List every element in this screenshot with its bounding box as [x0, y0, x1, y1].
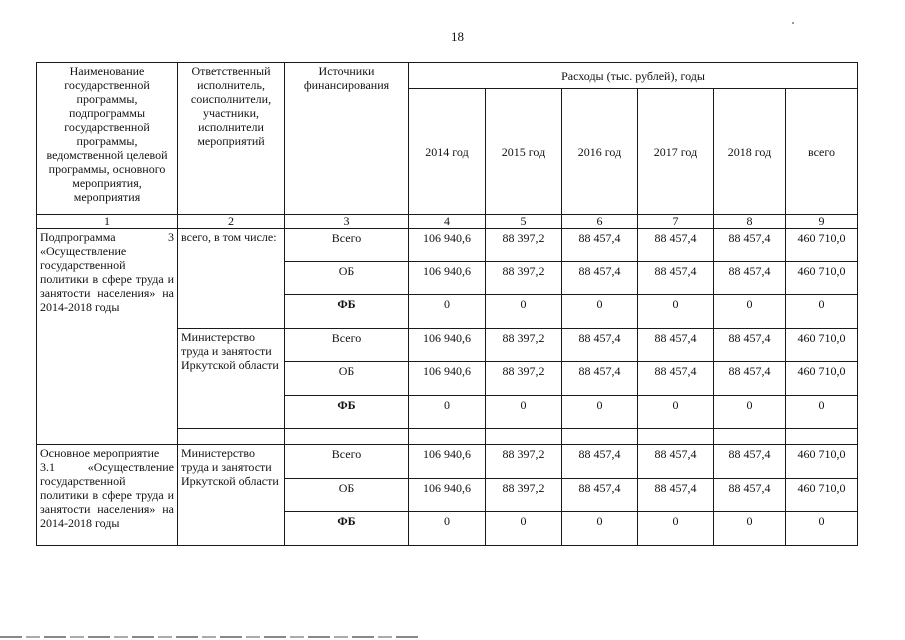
source-cell: ОБ	[285, 262, 409, 295]
value-cell: 88 457,4	[638, 362, 714, 396]
value-cell: 460 710,0	[786, 262, 858, 295]
measure-number: 3.1	[40, 460, 55, 474]
value-cell: 88 457,4	[562, 362, 638, 396]
header-year-cell: 2017 год	[638, 89, 714, 215]
column-number: 3	[285, 215, 409, 229]
value-cell: 88 457,4	[714, 362, 786, 396]
source-cell: ФБ	[285, 295, 409, 329]
measure-title-text: «Осуществление государственной политики в сфере труда и занятости населения» на 2014-2018 годы	[40, 460, 174, 530]
value-cell: 0	[486, 512, 562, 546]
measure-label: Основное мероприятие	[40, 446, 160, 460]
scan-edge-artifact	[0, 636, 420, 638]
value-cell: 460 710,0	[786, 445, 858, 479]
header-total-cell: всего	[786, 89, 858, 215]
column-number: 7	[638, 215, 714, 229]
value-cell: 0	[409, 295, 486, 329]
subprogram-title: «Осуществление государственной политики в сфере труда и занятости населения» на 2014-2018 годы	[40, 244, 174, 314]
source-cell: ОБ	[285, 362, 409, 396]
value-cell: 0	[714, 295, 786, 329]
value-cell: 460 710,0	[786, 479, 858, 512]
value-cell: 0	[786, 396, 858, 429]
source-cell: ФБ	[285, 512, 409, 546]
value-cell: 88 457,4	[714, 329, 786, 362]
value-cell: 0	[562, 295, 638, 329]
header-year-cell: 2015 год	[486, 89, 562, 215]
value-cell: 88 457,4	[714, 262, 786, 295]
subprogram-number: 3	[168, 230, 174, 244]
column-number: 6	[562, 215, 638, 229]
value-cell: 460 710,0	[786, 229, 858, 262]
value-cell: 106 940,6	[409, 362, 486, 396]
header-source-cell: Источники финансирования	[285, 63, 409, 215]
responsible-cell: Министерство труда и занятости Иркутской области	[178, 445, 285, 546]
value-cell: 0	[562, 396, 638, 429]
value-cell: 88 457,4	[562, 445, 638, 479]
value-cell: 0	[638, 396, 714, 429]
value-cell: 88 457,4	[562, 329, 638, 362]
column-number-row	[37, 215, 858, 229]
value-cell: 88 457,4	[562, 229, 638, 262]
column-number: 9	[786, 215, 858, 229]
value-cell: 106 940,6	[409, 445, 486, 479]
value-cell: 0	[714, 396, 786, 429]
value-cell: 88 457,4	[638, 479, 714, 512]
value-cell: 88 397,2	[486, 479, 562, 512]
measure-name-cell	[37, 445, 178, 546]
header-expenses-cell: Расходы (тыс. рублей), годы	[409, 63, 858, 89]
value-cell: 460 710,0	[786, 362, 858, 396]
value-cell: 88 457,4	[638, 329, 714, 362]
header-year-cell: 2014 год	[409, 89, 486, 215]
responsible-cell: всего, в том числе:	[178, 229, 285, 329]
value-cell: 0	[714, 512, 786, 546]
spacer-cell	[178, 429, 285, 445]
value-cell: 0	[786, 295, 858, 329]
value-cell: 88 457,4	[638, 229, 714, 262]
value-cell: 0	[786, 512, 858, 546]
value-cell: 0	[409, 512, 486, 546]
spacer-cell	[409, 429, 486, 445]
source-cell: Всего	[285, 229, 409, 262]
value-cell: 0	[486, 396, 562, 429]
value-cell: 88 397,2	[486, 229, 562, 262]
responsible-cell: Министерство труда и занятости Иркутской области	[178, 329, 285, 429]
value-cell: 0	[409, 396, 486, 429]
subprogram-name-cell	[37, 229, 178, 445]
header-row-top	[37, 63, 858, 89]
value-cell: 106 940,6	[409, 479, 486, 512]
value-cell: 88 397,2	[486, 329, 562, 362]
subprogram-label: Подпрограмма	[40, 230, 116, 244]
header-year-cell: 2016 год	[562, 89, 638, 215]
page-number: 18	[451, 29, 464, 44]
value-cell: 106 940,6	[409, 329, 486, 362]
spacer-cell	[638, 429, 714, 445]
value-cell: 460 710,0	[786, 329, 858, 362]
source-cell: Всего	[285, 445, 409, 479]
scan-speck	[792, 22, 794, 24]
value-cell: 88 397,2	[486, 445, 562, 479]
spacer-cell	[285, 429, 409, 445]
budget-table	[36, 62, 858, 546]
value-cell: 88 457,4	[714, 229, 786, 262]
source-cell: Всего	[285, 329, 409, 362]
value-cell: 106 940,6	[409, 229, 486, 262]
measure-title	[40, 460, 174, 530]
column-number: 5	[486, 215, 562, 229]
value-cell: 0	[638, 512, 714, 546]
column-number: 4	[409, 215, 486, 229]
value-cell: 88 457,4	[562, 479, 638, 512]
column-number: 1	[37, 215, 178, 229]
value-cell: 88 397,2	[486, 262, 562, 295]
value-cell: 88 397,2	[486, 362, 562, 396]
spacer-cell	[562, 429, 638, 445]
header-responsible-cell: Ответственный исполнитель, соисполнители, участники, исполнители мероприятий	[178, 63, 285, 215]
value-cell: 88 457,4	[562, 262, 638, 295]
spacer-cell	[714, 429, 786, 445]
value-cell: 106 940,6	[409, 262, 486, 295]
table-row	[37, 229, 858, 262]
header-year-cell: 2018 год	[714, 89, 786, 215]
spacer-cell	[786, 429, 858, 445]
source-cell: ОБ	[285, 479, 409, 512]
value-cell: 0	[486, 295, 562, 329]
value-cell: 88 457,4	[638, 445, 714, 479]
table-row	[37, 445, 858, 479]
source-cell: ФБ	[285, 396, 409, 429]
value-cell: 88 457,4	[714, 445, 786, 479]
value-cell: 0	[638, 295, 714, 329]
header-name-cell: Наименование государственной программы, подпрограммы государственной программы, ведомственной целевой программы, основного мероприятия, мероприятия	[37, 63, 178, 215]
value-cell: 0	[562, 512, 638, 546]
value-cell: 88 457,4	[714, 479, 786, 512]
value-cell: 88 457,4	[638, 262, 714, 295]
spacer-cell	[486, 429, 562, 445]
column-number: 2	[178, 215, 285, 229]
column-number: 8	[714, 215, 786, 229]
